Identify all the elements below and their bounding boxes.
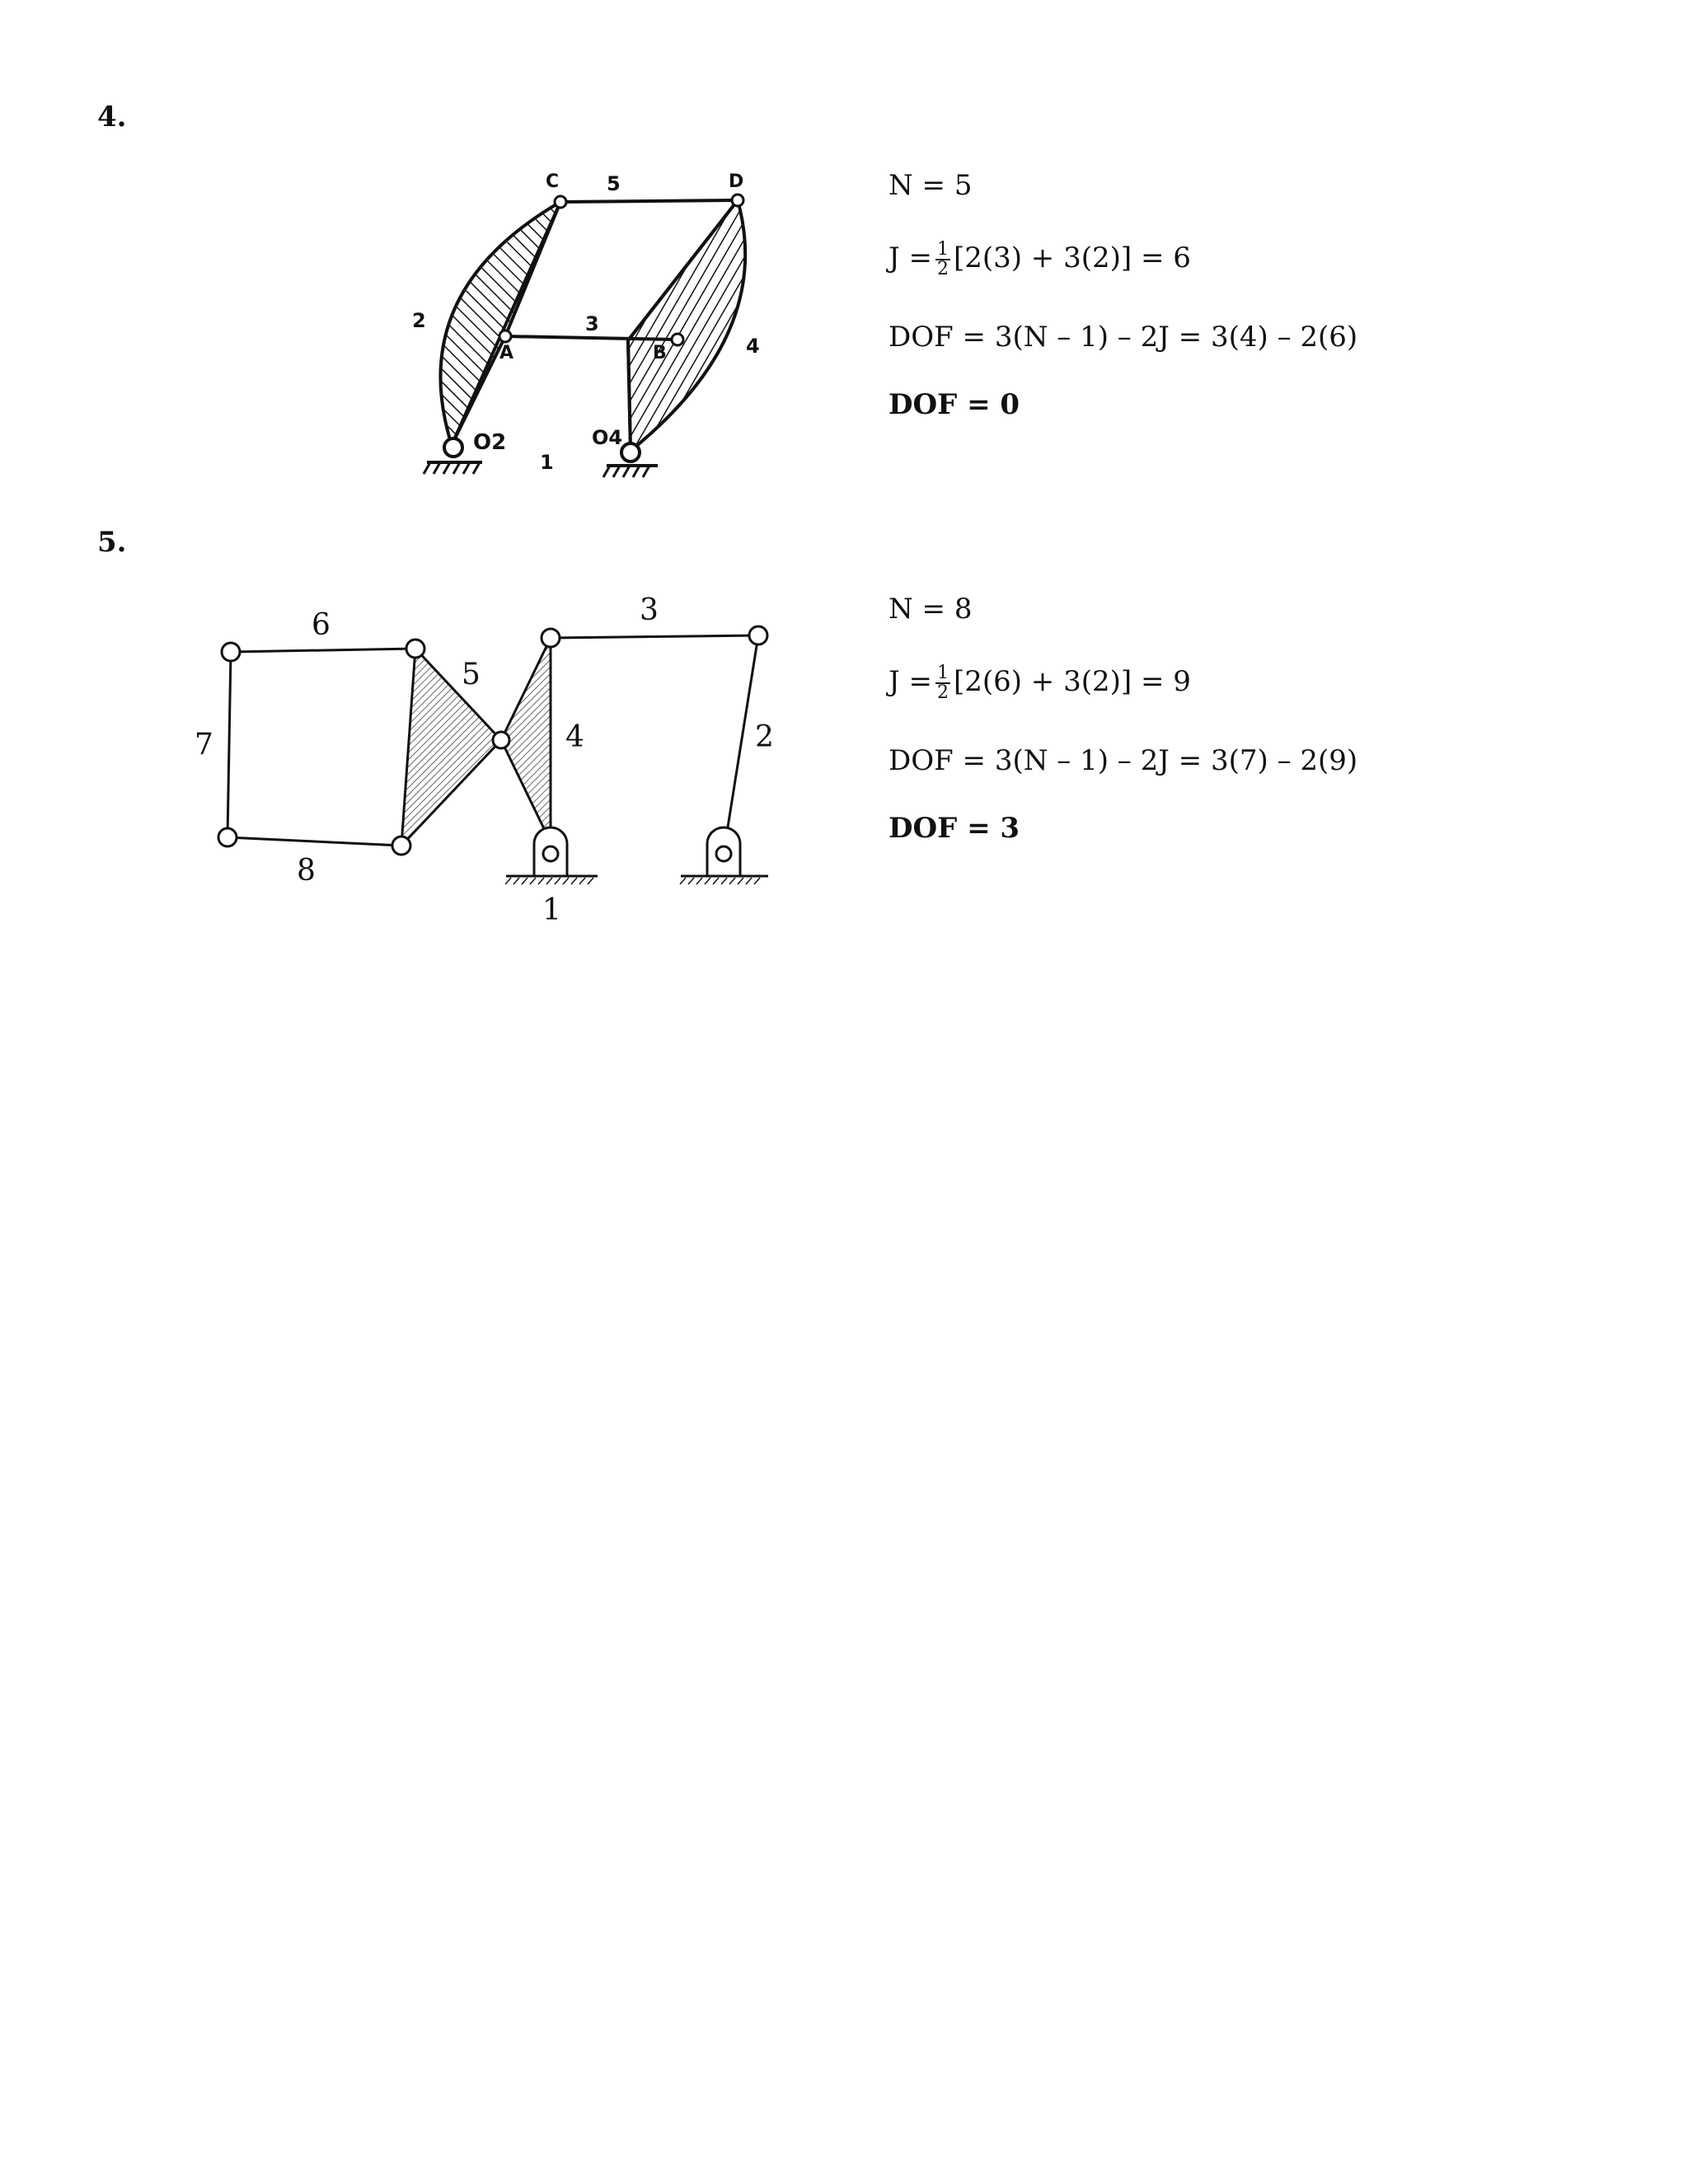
link-2 xyxy=(724,635,758,853)
label-link-1: 1 xyxy=(540,451,554,474)
joint-b xyxy=(672,334,683,345)
joint-6-7 xyxy=(222,643,240,661)
problem-4-figure xyxy=(412,161,799,490)
label-link-5: 5 xyxy=(607,172,621,195)
problem-4-dof-formula: DOF = 3(N – 1) – 2J = 3(4) – 2(6) xyxy=(889,321,1358,354)
problem-5-j xyxy=(889,664,1191,702)
joint-5-4 xyxy=(493,732,509,748)
label-joint-o2: O2 xyxy=(473,430,507,455)
label-link-1: 1 xyxy=(542,893,561,927)
ground-pivot-left xyxy=(505,827,598,884)
label-link-3: 3 xyxy=(585,312,599,335)
label-joint-c: C xyxy=(546,171,560,192)
joint-8-5 xyxy=(392,837,410,855)
problem-5-j-denominator: 2 xyxy=(936,682,949,703)
problem-5-number: 5. xyxy=(97,526,127,559)
label-link-2: 2 xyxy=(412,309,426,332)
problem-5-n: N = 8 xyxy=(889,593,973,626)
problem-4-n: N = 5 xyxy=(889,169,973,202)
problem-4-j-prefix: J = xyxy=(889,241,932,274)
link-5-body xyxy=(401,649,501,846)
link-7 xyxy=(227,652,231,837)
label-link-3: 3 xyxy=(640,593,659,627)
joint-a xyxy=(499,330,511,342)
problem-4-j-denominator: 2 xyxy=(936,259,949,279)
joint-3-2 xyxy=(749,626,767,644)
problem-4-dof-result: DOF = 0 xyxy=(889,388,1020,421)
joint-d xyxy=(732,194,743,206)
joint-4-3 xyxy=(542,629,560,647)
joint-7-8 xyxy=(218,828,237,846)
link-5 xyxy=(560,200,738,202)
problem-5-j-numerator: 1 xyxy=(936,663,949,683)
label-joint-o4: O4 xyxy=(592,426,623,449)
label-link-6: 6 xyxy=(312,608,331,642)
ground-pivot-right xyxy=(680,827,768,884)
problem-5-dof-formula: DOF = 3(N – 1) – 2J = 3(7) – 2(9) xyxy=(889,744,1358,777)
problem-5-j-rest: [2(6) + 3(2)] = 9 xyxy=(953,665,1191,698)
joint-c xyxy=(555,196,566,208)
label-link-4: 4 xyxy=(565,720,584,754)
label-joint-b: B xyxy=(653,343,667,363)
problem-5-dof-result: DOF = 3 xyxy=(889,812,1020,845)
joint-6-5 xyxy=(406,640,424,658)
problem-5-figure xyxy=(190,593,783,940)
link-6 xyxy=(231,649,415,652)
label-joint-d: D xyxy=(729,171,744,192)
label-link-8: 8 xyxy=(297,854,316,888)
problem-5-j-prefix: J = xyxy=(889,665,932,698)
problem-4-j-numerator: 1 xyxy=(936,239,949,260)
link-4-body xyxy=(628,200,745,451)
problem-4-j xyxy=(889,241,1191,279)
label-link-5: 5 xyxy=(462,658,481,691)
link-3 xyxy=(551,635,758,638)
label-link-2: 2 xyxy=(755,720,774,754)
problem-4-number: 4. xyxy=(97,101,127,134)
link-8 xyxy=(227,837,401,846)
label-link-7: 7 xyxy=(195,728,213,762)
label-link-4: 4 xyxy=(746,335,760,358)
problem-5-j-fraction xyxy=(935,664,950,702)
problem-4-j-rest: [2(3) + 3(2)] = 6 xyxy=(953,241,1191,274)
problem-4-j-fraction xyxy=(935,241,950,279)
label-joint-a: A xyxy=(499,343,514,363)
